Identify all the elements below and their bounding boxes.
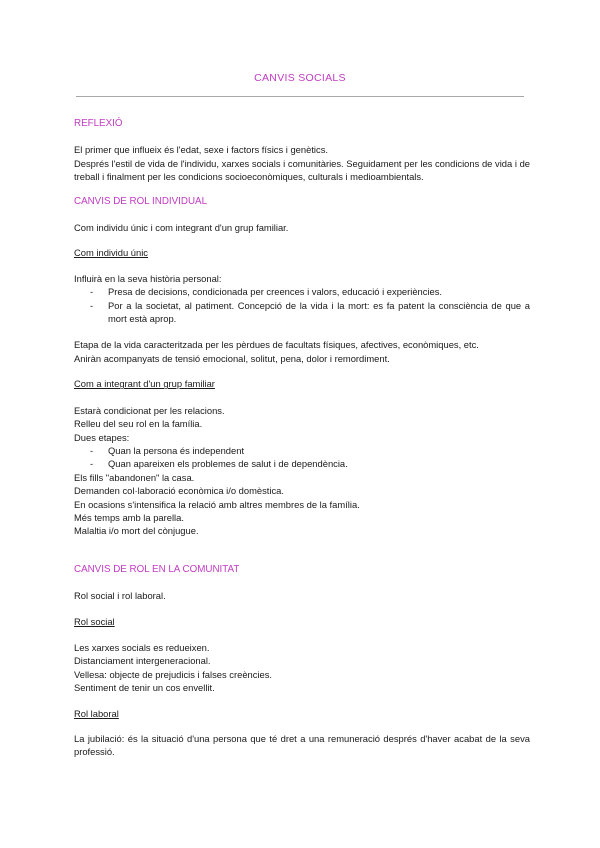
laboral-paragraph: La jubilació: és la situació d'una persona que té dret a una remuneració després d'haver acabat de la seva professió. [74,733,530,758]
list-item: - Por a la societat, al patiment. Concepció de la vida i la mort: es fa patent la consciència de que a mort està aprop. [74,299,530,326]
list-item: - Presa de decisions, condicionada per creences i valors, educació i experiències. [74,285,530,298]
individu-unic-text-2: Aniràn acompanyats de tensió emocional, solitut, pena, dolor i remordiment. [74,352,390,364]
subheading-rol-laboral: Rol laboral [74,707,119,719]
list-item: - Quan la persona és independent [74,444,530,457]
reflexio-paragraph-1: El primer que influeix és l'edat, sexe i factors físics i genètics. [74,144,328,156]
individu-unic-list [74,285,530,325]
individu-unic-lead: Influirà en la seva història personal: [74,272,222,284]
social-line: Sentiment de tenir un cos envellit. [74,682,215,694]
familiar-line: Els fills "abandonen" la casa. [74,471,195,483]
familiar-line: Malaltia i/o mort del cònjugue. [74,525,199,537]
heading-canvis-rol-comunitat: CANVIS DE ROL EN LA COMUNITAT [74,563,240,575]
title-divider [76,96,524,97]
comunitat-intro: Rol social i rol laboral. [74,590,166,602]
subheading-individu-unic: Com individu únic [74,247,148,259]
list-item: - Quan apareixen els problemes de salut i de dependència. [74,457,530,470]
individual-intro: Com individu únic i com integrant d'un grup familiar. [74,222,289,234]
social-line: Les xarxes socials es redueixen. [74,641,210,653]
social-line: Distanciament intergeneracional. [74,655,211,667]
familiar-line: Dues etapes: [74,431,130,443]
heading-reflexio: REFLEXIÓ [74,118,123,129]
individu-unic-text-1: Etapa de la vida caracteritzada per les pèrdues de facultats físiques, afectives, econòmiques, etc. [74,339,479,351]
familiar-line: Més temps amb la parella. [74,511,184,523]
familiar-line: En ocasions s'intensifica la relació amb altres membres de la família. [74,498,360,510]
familiar-stages-list [74,444,530,471]
document-body [74,117,530,759]
familiar-line: Relleu del seu rol en la família. [74,418,203,430]
subheading-rol-social: Rol social [74,615,115,627]
subheading-grup-familiar: Com a integrant d'un grup familiar [74,378,215,390]
reflexio-paragraph-2: Després l'estil de vida de l'individu, xarxes socials i comunitàries. Seguidament per les condicions de vida i de treball i finalment per les condicions socioeconòmiques, culturals i medioambientals. [74,157,530,183]
familiar-line: Demanden col·laboració econòmica i/o domèstica. [74,485,285,497]
document-title: CANVIS SOCIALS [254,72,346,84]
heading-canvis-rol-individual: CANVIS DE ROL INDIVIDUAL [74,195,208,207]
social-line: Vellesa: objecte de prejudicis i falses creències. [74,668,273,680]
familiar-line: Estarà condicionat per les relacions. [74,404,225,416]
